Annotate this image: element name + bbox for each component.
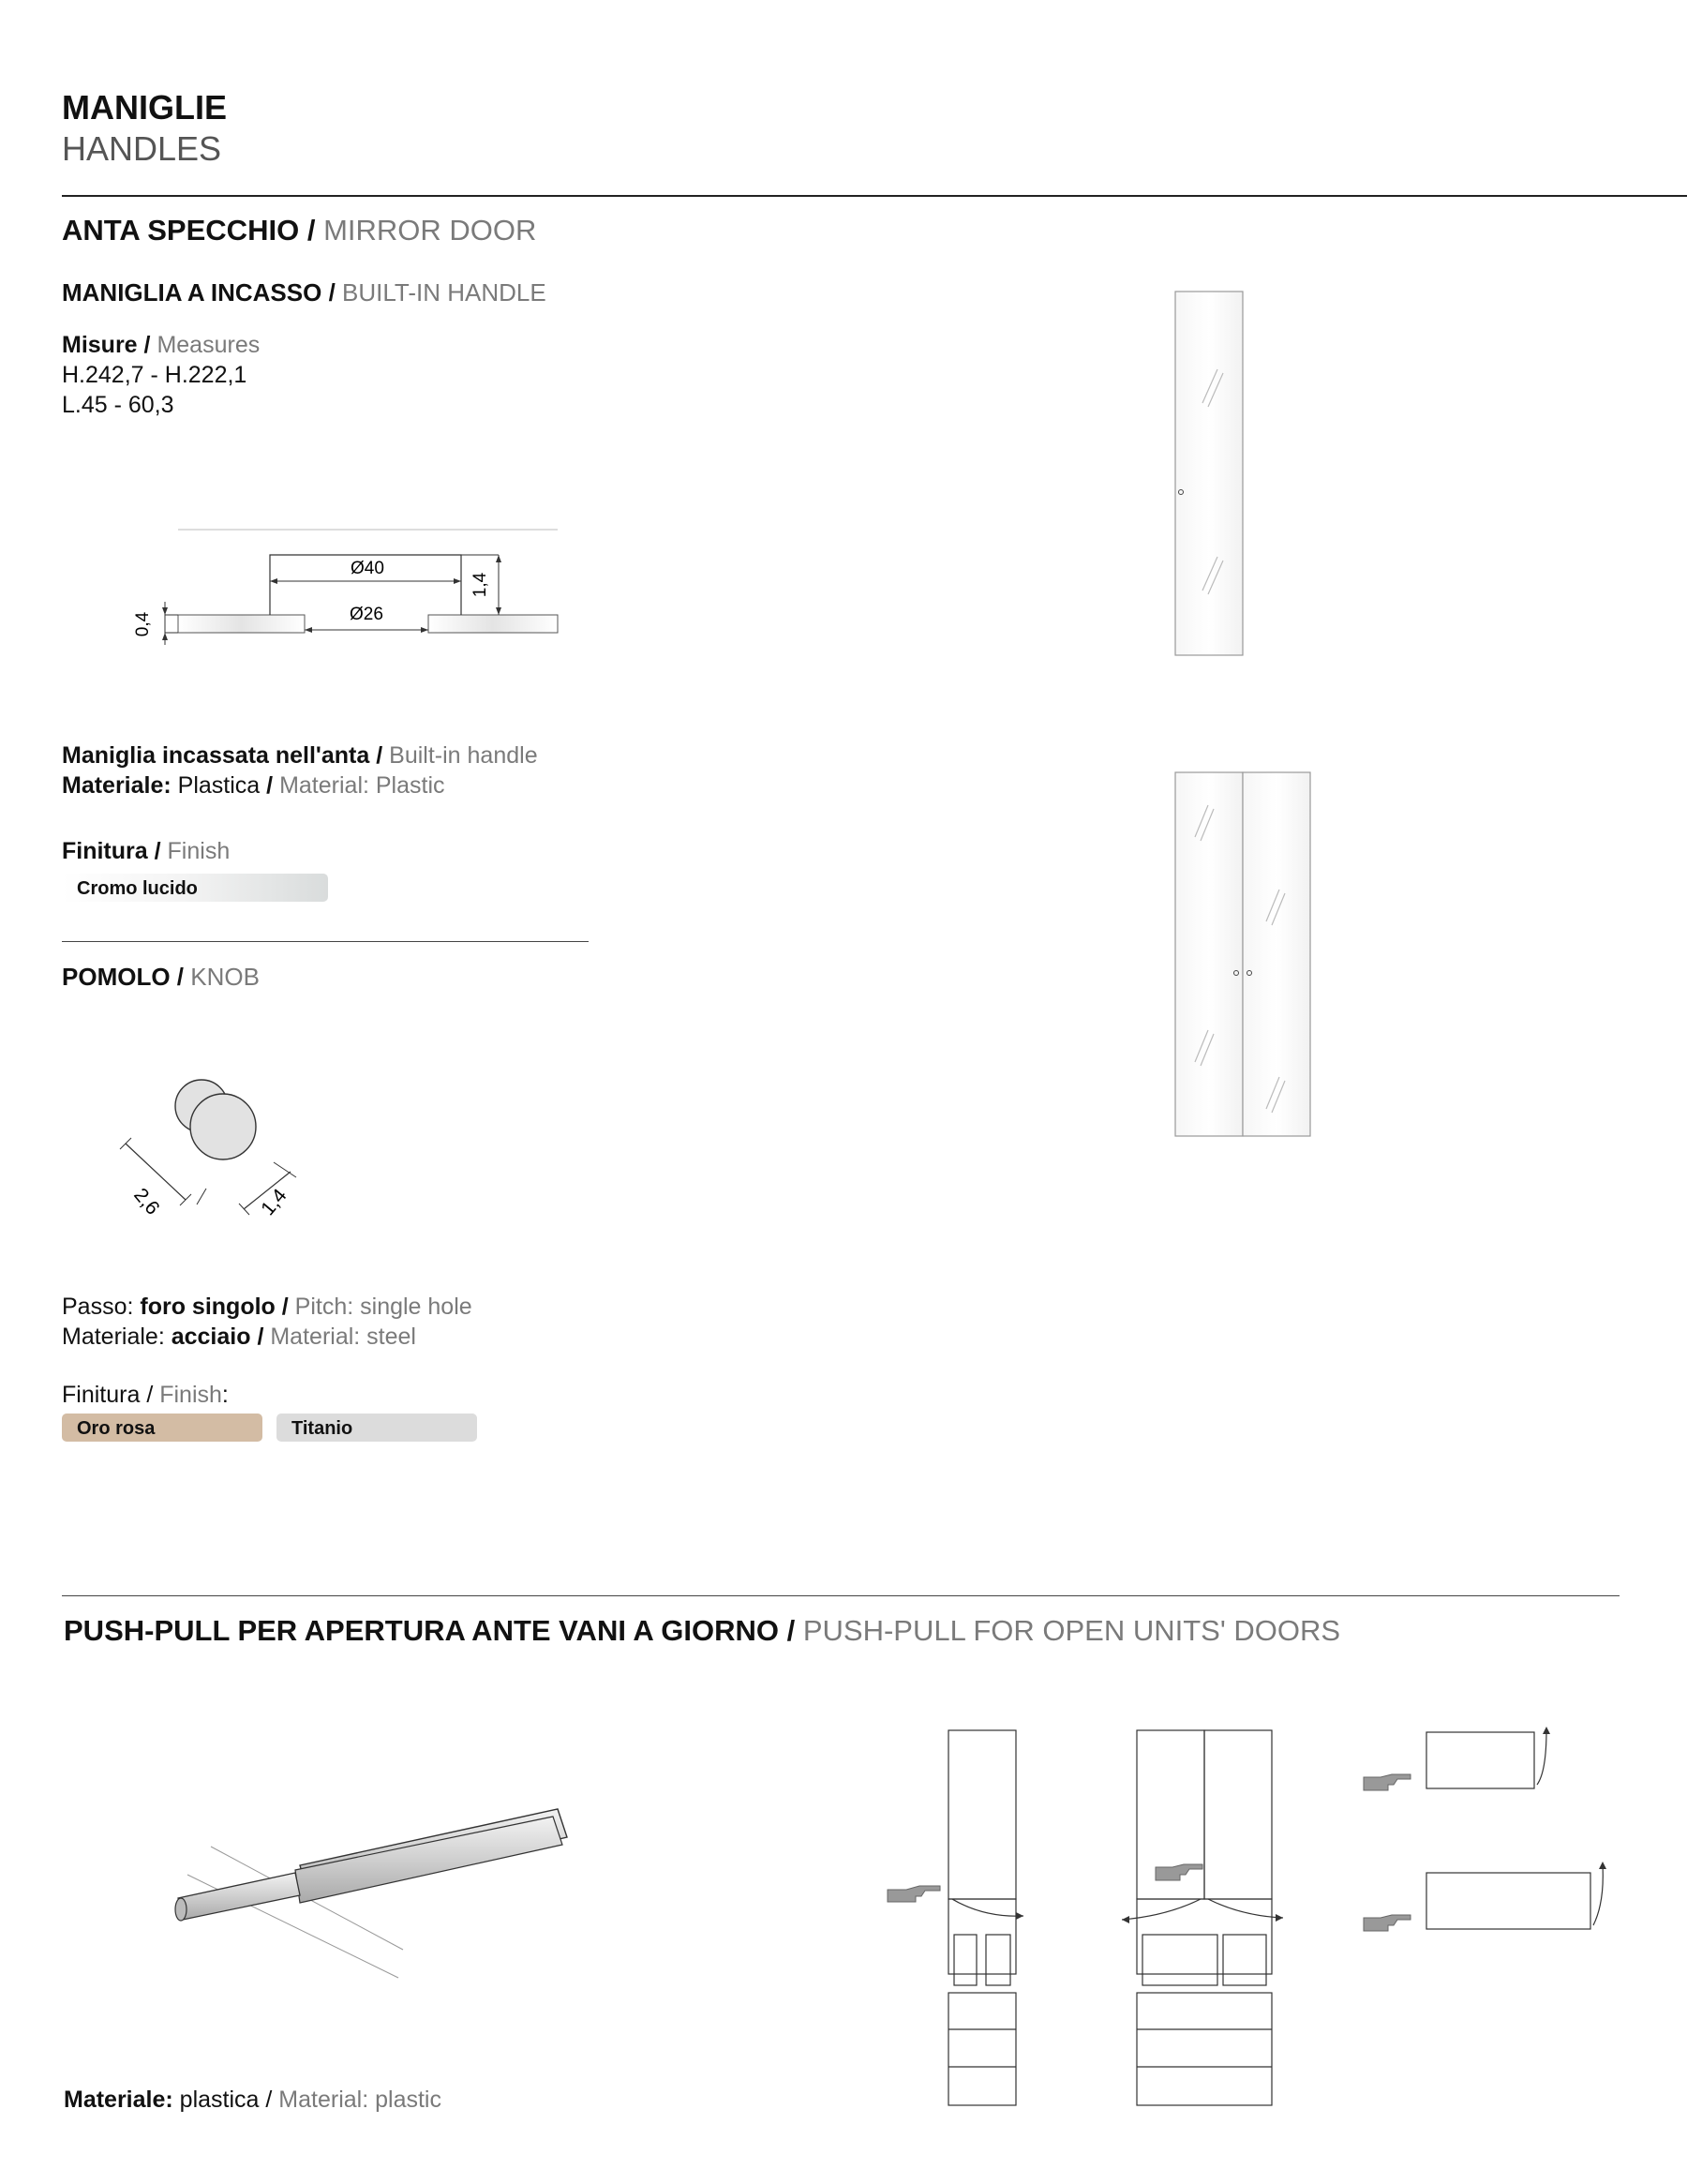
double-mirror-door-drawing — [1174, 771, 1315, 1139]
header-divider — [62, 195, 1687, 197]
swatch-cromo-lucido: Cromo lucido — [62, 874, 328, 902]
push-pull-material: Materiale: plastica / Material: plastic — [64, 2087, 441, 2113]
knob-dim-h14: 1,4 — [257, 1185, 291, 1220]
swatch-titanio: Titanio — [276, 1414, 477, 1442]
hand-icon — [1364, 1915, 1411, 1931]
push-pull-drawing — [169, 1800, 600, 1978]
builtin-handle-heading: MANIGLIA A INCASSO / BUILT-IN HANDLE — [62, 278, 546, 307]
single-mirror-door-drawing — [1174, 291, 1249, 658]
measures-height: H.242,7 - H.222,1 — [62, 362, 247, 388]
push-pull-single-unit-drawing — [881, 1725, 1040, 2118]
hand-icon — [1156, 1864, 1202, 1880]
knob-dim-d26: 2,6 — [129, 1184, 164, 1219]
knob-drawing — [112, 1069, 319, 1228]
knob-heading: POMOLO / KNOB — [62, 963, 260, 991]
builtin-handle-drawing — [122, 525, 562, 656]
page-subtitle: HANDLES — [62, 129, 222, 168]
push-pull-top-view-drawing — [1359, 1715, 1612, 1978]
dim-d40: Ø40 — [351, 559, 384, 578]
knob-finish-label: Finitura / Finish: — [62, 1382, 229, 1408]
dim-h14: 1,4 — [470, 572, 490, 598]
hand-icon — [1364, 1774, 1411, 1790]
dim-h04: 0,4 — [133, 611, 153, 637]
swatch-oro-rosa: Oro rosa — [62, 1414, 262, 1442]
page-title: MANIGLIE — [62, 88, 227, 127]
measures-width: L.45 - 60,3 — [62, 392, 174, 418]
push-pull-double-unit-drawing — [1111, 1725, 1289, 2118]
dim-d26: Ø26 — [350, 605, 383, 624]
builtin-finish-label: Finitura / Finish — [62, 838, 231, 864]
mirror-section-divider — [62, 941, 589, 942]
push-pull-divider — [62, 1595, 1620, 1596]
mirror-door-heading: ANTA SPECCHIO / MIRROR DOOR — [62, 214, 537, 247]
knob-specs: Passo: foro singolo / Pitch: single hole Materiale: acciaio / Material: steel — [62, 1294, 472, 1350]
hand-icon — [888, 1886, 940, 1902]
measures-block: Misure / Measures H.242,7 - H.222,1 L.45 - 60,3 — [62, 332, 261, 418]
push-pull-heading: PUSH-PULL PER APERTURA ANTE VANI A GIORNO / PUSH-PULL FOR OPEN UNITS' DOORS — [64, 1614, 1341, 1647]
builtin-description: Maniglia incassata nell'anta / Built-in handle Materiale: Plastica / Material: Plastic — [62, 742, 538, 799]
